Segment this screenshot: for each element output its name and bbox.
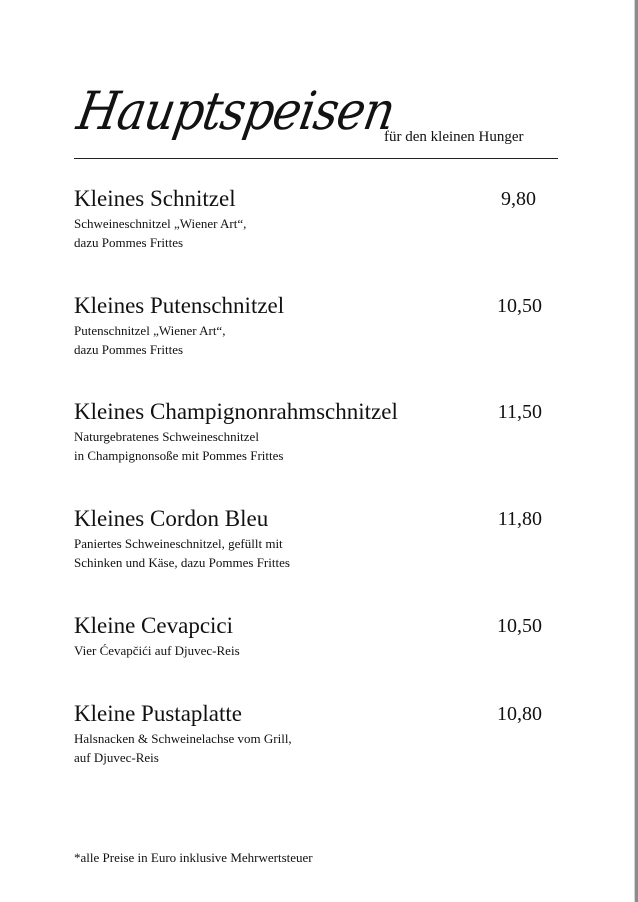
item-price: 9,80: [501, 188, 536, 210]
item-price: 10,50: [497, 615, 542, 637]
item-name: Kleines Putenschnitzel: [74, 293, 285, 318]
item-name: Kleines Cordon Bleu: [74, 506, 269, 531]
item-description: [74, 641, 240, 660]
item-description-line: auf Djuvec-Reis: [74, 750, 159, 765]
page-title: Hauptspeisen: [72, 80, 400, 143]
item-description-line: in Champignonsoße mit Pommes Frittes: [74, 448, 284, 463]
item-price: 11,50: [497, 401, 542, 423]
item-price: 10,50: [497, 295, 542, 317]
item-name: Kleine Pustaplatte: [74, 701, 242, 726]
item-description-line: Putenschnitzel „Wiener Art“,: [74, 323, 226, 338]
item-price: 11,80: [497, 508, 542, 530]
item-name: Kleines Schnitzel: [74, 186, 236, 211]
item-description: [74, 427, 283, 465]
item-description-line: Schweineschnitzel „Wiener Art“,: [74, 216, 247, 231]
price-footnote: *alle Preise in Euro inklusive Mehrwertsteuer: [74, 850, 313, 865]
item-description-line: Schinken und Käse, dazu Pommes Frittes: [74, 555, 290, 570]
item-description-line: dazu Pommes Frittes: [74, 342, 184, 357]
item-description-line: Paniertes Schweineschnitzel, gefüllt mit: [74, 536, 283, 551]
item-description-line: dazu Pommes Frittes: [74, 235, 184, 250]
header-divider: [74, 158, 558, 159]
item-name: Kleines Champignonrahmschnitzel: [74, 399, 398, 424]
item-description: [74, 214, 246, 252]
menu-header: [74, 82, 558, 162]
item-description: [74, 534, 290, 572]
item-description-line: Naturgebratenes Schweineschnitzel: [74, 429, 259, 444]
item-price: 10,80: [497, 703, 542, 725]
item-description: [74, 321, 225, 359]
page-subtitle: für den kleinen Hunger: [384, 129, 524, 145]
item-description-line: Vier Ćevapčići auf Djuvec-Reis: [74, 643, 240, 658]
item-description: [74, 729, 292, 767]
item-description-line: Halsnacken & Schweinelachse vom Grill,: [74, 731, 292, 746]
item-name: Kleine Cevapcici: [74, 613, 234, 638]
